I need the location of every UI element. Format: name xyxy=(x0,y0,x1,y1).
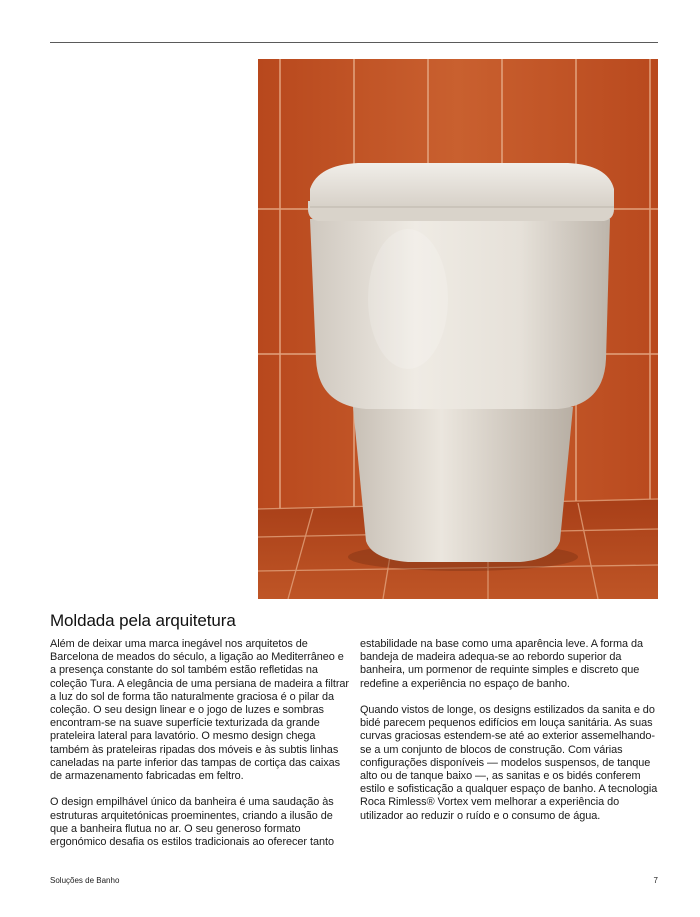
footer-section-name: Soluções de Banho xyxy=(50,876,120,885)
text-column-left xyxy=(50,638,350,862)
toilet-illustration xyxy=(258,59,658,599)
article-title: Moldada pela arquitetura xyxy=(50,611,236,630)
paragraph: estabilidade na base como uma aparência leve. A forma da bandeja de madeira adequa-se ao rebordo superior da banheira, um pormenor de requinte simples e discreto que redefine a experiência no espaço de banho. xyxy=(360,638,643,690)
page-number: 7 xyxy=(653,876,658,885)
paragraph: Quando vistos de longe, os designs estilizados da sanita e do bidé parecem pequenos edifícios em louça sanitária. As suas curvas graciosas estendem-se até ao exterior assemelhando-se a um conjunto de blocos de construção. Com várias configurações disponíveis — modelos suspensos, de tanque alto ou de tanque baixo —, as sanitas e os bidés conferem estilo e sofisticação a qualquer espaço de banho. A tecnologia Roca Rimless® Vortex vem melhorar a experiência do utilizador ao reduzir o ruído e o consumo de água. xyxy=(360,704,658,822)
text-column-right xyxy=(360,638,660,836)
top-rule xyxy=(50,42,658,43)
product-photo-toilet xyxy=(258,59,658,599)
paragraph: Além de deixar uma marca inegável nos arquitetos de Barcelona de meados do século, a ligação ao Mediterrâneo e a presença constante do sol também estão refletidas na coleção Tura. A elegância de uma persiana de madeira a filtrar a luz do sol de forma tão naturalmente graciosa é o pilar da coleção. O seu design linear e o jogo de luzes e sombras encontram-se na suave superfície texturizada da grande prateleira lateral para lavatório. O mesmo design chega também às prateleiras ripadas dos móveis e às subtis linhas caneladas na parte inferior das tampas de cortiça das caixas de armazenamento fabricadas em feltro. xyxy=(50,638,349,783)
paragraph: O design empilhável único da banheira é uma saudação às estruturas arquitetónicas proeminentes, criando a ilusão de que a banheira flutua no ar. O seu generoso formato ergonómico desafia os estilos tradicionais ao oferecer tanto xyxy=(50,796,334,849)
